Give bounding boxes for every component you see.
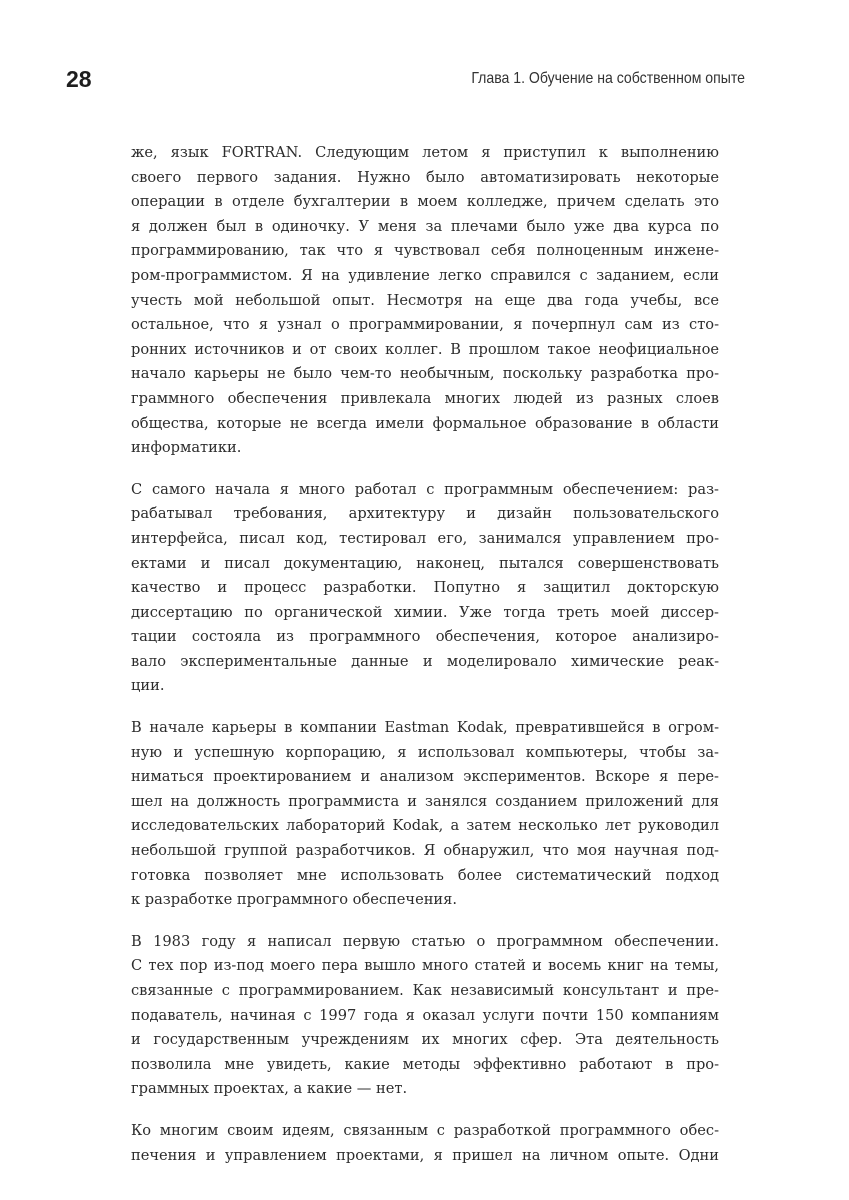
text-line: ции. bbox=[131, 677, 165, 695]
paragraph bbox=[131, 716, 719, 913]
text-line: я должен был в одиночку. У меня за плечами было уже два курса по bbox=[131, 217, 719, 235]
text-line: учесть мой небольшой опыт. Несмотря на еще два года учебы, все bbox=[131, 291, 719, 309]
text-line: операции в отделе бухгалтерии в моем колледже, причем сделать это bbox=[131, 193, 719, 211]
text-line: ную и успешную корпорацию, я использовал компьютеры, чтобы за- bbox=[131, 743, 719, 761]
paragraph bbox=[131, 1119, 719, 1168]
body-text bbox=[131, 141, 719, 1185]
text-line: же, язык FORTRAN. Следующим летом я приступил к выполнению bbox=[131, 144, 719, 161]
text-line: и государственным учреждениям их многих сфер. Эта деятельность bbox=[131, 1031, 719, 1049]
text-line: шел на должность программиста и занялся созданием приложений для bbox=[131, 792, 719, 810]
text-line: ектами и писал документацию, наконец, пытался совершенствовать bbox=[131, 554, 719, 572]
running-title: Глава 1. Обучение на собственном опыте bbox=[471, 70, 745, 87]
paragraph bbox=[131, 930, 719, 1102]
text-line: небольшой группой разработчиков. Я обнаружил, что моя научная под- bbox=[131, 842, 719, 860]
text-line: диссертацию по органической химии. Уже тогда треть моей диссер- bbox=[131, 603, 719, 621]
text-line: своего первого задания. Нужно было автоматизировать некоторые bbox=[131, 168, 719, 186]
text-line: информатики. bbox=[131, 439, 242, 457]
text-line: граммного обеспечения привлекала многих людей из разных слоев bbox=[131, 389, 719, 407]
text-line: остальное, что я узнал о программировании, я почерпнул сам из сто- bbox=[131, 316, 719, 334]
text-line: тации состояла из программного обеспечения, которое анализиро- bbox=[131, 628, 719, 646]
text-line: ниматься проектированием и анализом экспериментов. Вскоре я пере- bbox=[131, 768, 719, 786]
text-line: ром-программистом. Я на удивление легко справился с заданием, если bbox=[131, 266, 719, 284]
text-line: качество и процесс разработки. Попутно я защитил докторскую bbox=[131, 579, 719, 597]
text-line: исследовательских лабораторий Kodak, а затем несколько лет руководил bbox=[131, 817, 719, 835]
page-number: 28 bbox=[66, 66, 92, 92]
text-line: В начале карьеры в компании Eastman Kodak, превратившейся в огром- bbox=[131, 719, 719, 737]
text-line: интерфейса, писал код, тестировал его, занимался управлением про- bbox=[131, 529, 719, 547]
paragraph bbox=[131, 478, 719, 699]
text-line: печения и управлением проектами, я пришел на личном опыте. Одни bbox=[131, 1146, 719, 1164]
paragraph bbox=[131, 141, 719, 461]
text-line: С самого начала я много работал с программным обеспечением: раз- bbox=[131, 480, 719, 498]
text-line: связанные с программированием. Как независимый консультант и пре- bbox=[131, 982, 719, 999]
text-line: вало экспериментальные данные и моделировало химические реак- bbox=[131, 652, 719, 670]
text-line: ронних источников и от своих коллег. В прошлом такое неофициальное bbox=[131, 340, 719, 358]
text-line: С тех пор из-под моего пера вышло много статей и восемь книг на темы, bbox=[131, 957, 719, 975]
text-line: готовка позволяет мне использовать более систематический подход bbox=[131, 866, 719, 884]
text-line: начало карьеры не было чем-то необычным, поскольку разработка про- bbox=[131, 365, 719, 383]
text-line: В 1983 году я написал первую статью о программном обеспечении. bbox=[131, 932, 719, 950]
text-line: позволила мне увидеть, какие методы эффективно работают в про- bbox=[131, 1055, 719, 1073]
text-line: программированию, так что я чувствовал себя полноценным инжене- bbox=[131, 242, 719, 260]
text-line: общества, которые не всегда имели формальное образование в области bbox=[131, 414, 719, 432]
text-line: подаватель, начиная с 1997 года я оказал услуги почти 150 компаниям bbox=[131, 1006, 719, 1024]
text-line: Ко многим своим идеям, связанным с разработкой программного обес- bbox=[131, 1121, 719, 1139]
text-line: к разработке программного обеспечения. bbox=[131, 891, 458, 909]
text-line: граммных проектах, а какие — нет. bbox=[131, 1080, 408, 1098]
text-line: рабатывал требования, архитектуру и дизайн пользовательского bbox=[131, 505, 719, 523]
